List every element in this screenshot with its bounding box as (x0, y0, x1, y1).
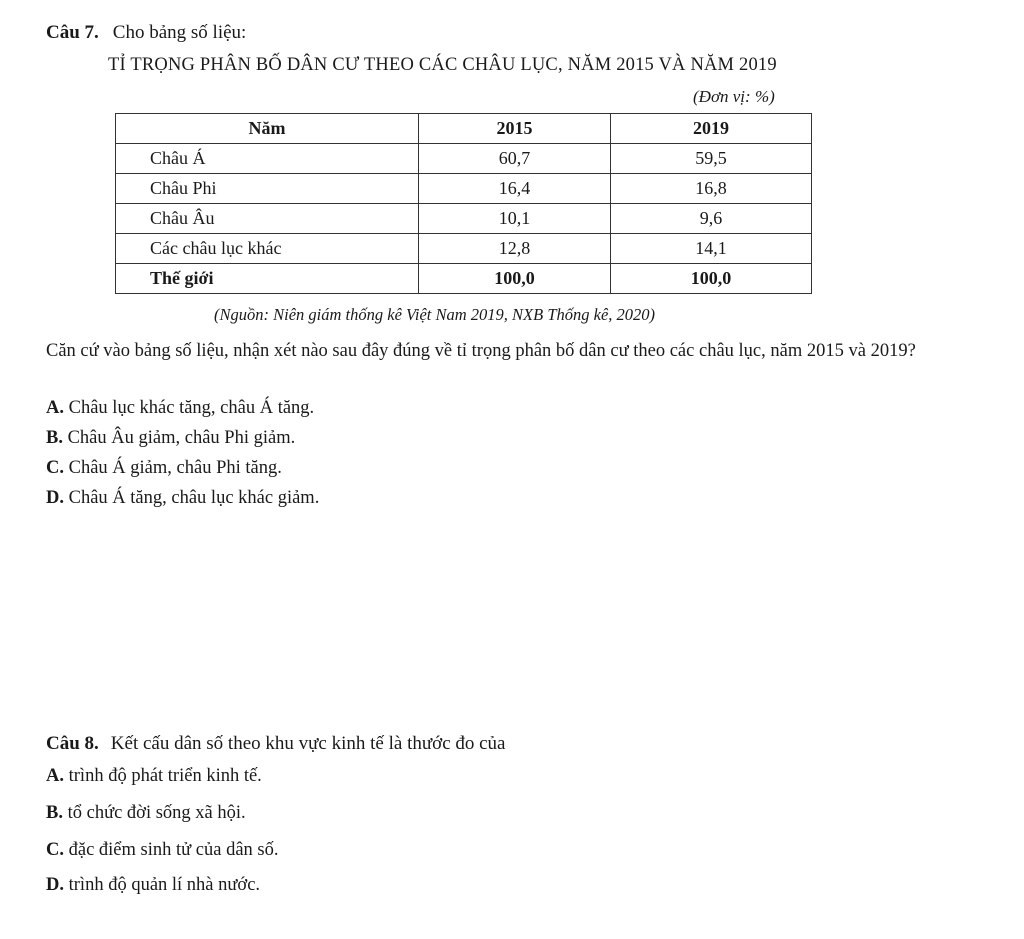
row-label: Thế giới (116, 264, 419, 294)
question-8-stem: Kết cấu dân số theo khu vực kinh tế là thước đo của (110, 733, 506, 754)
cell-2015: 12,8 (419, 234, 611, 264)
cell-2019: 59,5 (611, 144, 812, 174)
table-source: (Nguồn: Niên giám thống kê Việt Nam 2019, NXB Thống kê, 2020) (214, 305, 656, 324)
option-letter: C. (46, 458, 64, 478)
cell-2019: 14,1 (611, 234, 812, 264)
option-letter: D. (46, 488, 64, 508)
q7-option-d[interactable] (46, 488, 319, 509)
option-text: Châu Âu giảm, châu Phi giảm. (67, 428, 296, 448)
row-label: Châu Âu (116, 204, 419, 234)
cell-2015: 16,4 (419, 174, 611, 204)
q7-option-a[interactable] (46, 398, 314, 419)
q8-option-b[interactable] (46, 803, 246, 824)
table-row (116, 174, 812, 204)
option-text: Châu Á giảm, châu Phi tăng. (68, 458, 282, 478)
table-title: TỈ TRỌNG PHÂN BỐ DÂN CƯ THEO CÁC CHÂU LỤC, NĂM 2015 VÀ NĂM 2019 (108, 55, 777, 75)
question-7-heading (46, 22, 246, 44)
table-row (116, 144, 812, 174)
header-year: Năm (116, 114, 419, 144)
row-label: Châu Á (116, 144, 419, 174)
q8-option-c[interactable] (46, 840, 279, 861)
cell-2019: 100,0 (611, 264, 812, 294)
option-text: Châu Á tăng, châu lục khác giảm. (68, 488, 320, 508)
row-label: Các châu lục khác (116, 234, 419, 264)
option-text: Châu lục khác tăng, châu Á tăng. (68, 398, 315, 418)
option-text: trình độ phát triển kinh tế. (68, 766, 262, 786)
q7-option-b[interactable] (46, 428, 295, 449)
table-row (116, 234, 812, 264)
question-8-heading (46, 733, 506, 755)
table-total-row (116, 264, 812, 294)
q7-option-c[interactable] (46, 458, 282, 479)
option-letter: B. (46, 803, 63, 823)
option-text: tổ chức đời sống xã hội. (67, 803, 246, 823)
option-letter: D. (46, 875, 64, 895)
option-letter: B. (46, 428, 63, 448)
question-7-prompt: Căn cứ vào bảng số liệu, nhận xét nào sau đây đúng về tỉ trọng phân bố dân cư theo các châu lục, năm 2015 và 2019? (46, 341, 916, 361)
q8-option-a[interactable] (46, 766, 262, 787)
header-2019: 2019 (611, 114, 812, 144)
question-8-number: Câu 8. (46, 733, 99, 754)
cell-2015: 100,0 (419, 264, 611, 294)
table-header-row (116, 114, 812, 144)
cell-2019: 16,8 (611, 174, 812, 204)
question-7-number: Câu 7. (46, 22, 99, 43)
cell-2015: 60,7 (419, 144, 611, 174)
population-share-table (115, 113, 812, 294)
question-7-intro: Cho bảng số liệu: (112, 22, 247, 43)
option-letter: C. (46, 840, 64, 860)
option-letter: A. (46, 398, 64, 418)
table-row (116, 204, 812, 234)
option-text: trình độ quản lí nhà nước. (68, 875, 261, 895)
option-letter: A. (46, 766, 64, 786)
row-label: Châu Phi (116, 174, 419, 204)
q8-option-d[interactable] (46, 875, 260, 896)
cell-2019: 9,6 (611, 204, 812, 234)
table-unit: (Đơn vị: %) (693, 87, 775, 106)
option-text: đặc điểm sinh tử của dân số. (68, 840, 279, 860)
header-2015: 2015 (419, 114, 611, 144)
cell-2015: 10,1 (419, 204, 611, 234)
